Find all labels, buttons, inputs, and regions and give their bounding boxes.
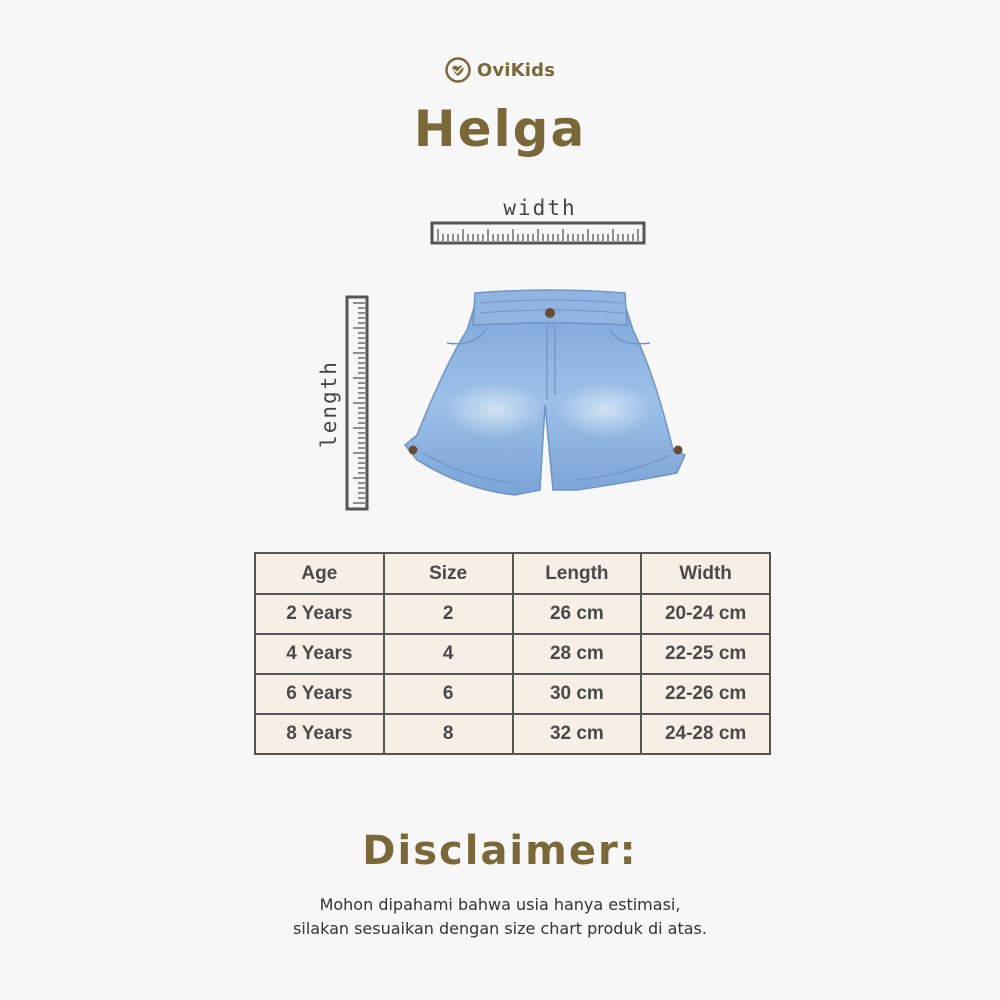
- header-age: Age: [255, 553, 384, 594]
- disclaimer-line-1: Mohon dipahami bahwa usia hanya estimasi,: [319, 895, 681, 914]
- table-row: [255, 714, 770, 754]
- disclaimer-text: [0, 893, 1000, 941]
- table-row: [255, 674, 770, 714]
- width-label: width: [503, 196, 577, 220]
- table-header-row: [255, 553, 770, 594]
- cell-width: 24-28 cm: [641, 714, 770, 754]
- table-row: [255, 594, 770, 634]
- cell-age: 6 Years: [255, 674, 384, 714]
- cell-size: 2: [384, 594, 513, 634]
- vertical-ruler-icon: [345, 295, 369, 511]
- cell-width: 22-26 cm: [641, 674, 770, 714]
- cell-length: 28 cm: [513, 634, 642, 674]
- brand-name: OviKids: [476, 59, 556, 81]
- size-chart-table: [254, 552, 771, 755]
- cell-length: 30 cm: [513, 674, 642, 714]
- cell-width: 22-25 cm: [641, 634, 770, 674]
- cell-age: 8 Years: [255, 714, 384, 754]
- cell-age: 4 Years: [255, 634, 384, 674]
- horizontal-ruler-icon: [430, 221, 646, 245]
- table-row: [255, 634, 770, 674]
- header-size: Size: [384, 553, 513, 594]
- length-label: length: [317, 360, 341, 448]
- cell-length: 32 cm: [513, 714, 642, 754]
- disclaimer-title: Disclaimer:: [362, 828, 638, 874]
- cell-size: 4: [384, 634, 513, 674]
- cell-width: 20-24 cm: [641, 594, 770, 634]
- denim-shorts-image: [395, 285, 695, 510]
- header-width: Width: [641, 553, 770, 594]
- disclaimer-line-2: silakan sesuaikan dengan size chart produk di atas.: [293, 919, 707, 938]
- heart-logo-icon: [445, 57, 471, 83]
- cell-age: 2 Years: [255, 594, 384, 634]
- cell-size: 8: [384, 714, 513, 754]
- cell-length: 26 cm: [513, 594, 642, 634]
- cell-size: 6: [384, 674, 513, 714]
- product-title: Helga: [413, 100, 587, 158]
- brand-logo: [0, 54, 1000, 86]
- header-length: Length: [513, 553, 642, 594]
